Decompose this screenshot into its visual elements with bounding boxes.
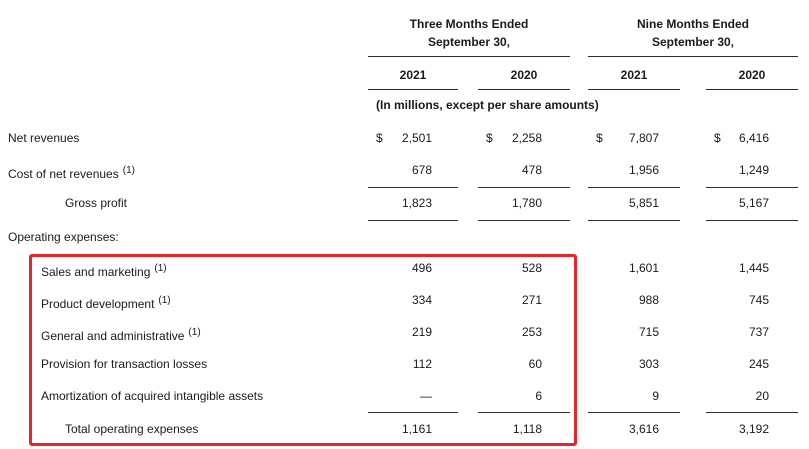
table-cell: 1,780 [511,196,542,210]
table-cell: 1,161 [401,422,432,436]
table-cell: 112 [412,357,432,371]
three-months-header-line2: September 30, [427,35,511,49]
row-label-text: Product development [41,297,155,311]
table-cell: 20 [755,389,769,403]
row-label-amortization: Amortization of acquired intangible assets [41,389,264,403]
table-cell: 1,249 [738,163,769,177]
subtotal-rule [706,187,798,188]
currency-symbol: $ [486,131,493,145]
table-cell: 219 [411,325,432,339]
three-months-header [368,15,570,51]
year-rule-col2 [478,89,570,90]
highlight-box [29,254,577,446]
row-label-total-operating-expenses: Total operating expenses [65,422,199,436]
row-label-provision-for-transaction-losses: Provision for transaction losses [41,357,208,371]
year-header-col3: 2021 [620,68,648,82]
row-label-net-revenues: Net revenues [8,131,80,145]
row-label-cost-of-net-revenues [8,163,135,182]
currency-symbol: $ [714,131,721,145]
table-cell: 6 [535,389,542,403]
subtotal-rule [368,220,458,221]
subtotal-rule [368,187,458,188]
table-cell: 245 [748,357,769,371]
subtotal-rule [706,220,798,221]
header-rule-nine-months [588,56,798,57]
currency-symbol: $ [596,131,603,145]
subtotal-rule [478,220,570,221]
table-cell: 1,445 [738,261,769,275]
year-rule-col1 [368,89,458,90]
subtotal-rule [588,220,680,221]
year-header-col1: 2021 [399,68,427,82]
subtotal-rule [478,187,570,188]
table-cell: 737 [748,325,769,339]
footnote-marker: (1) [122,165,135,176]
row-label-gross-profit: Gross profit [65,196,128,210]
table-cell: 253 [521,325,542,339]
table-cell: 6,416 [738,131,769,145]
table-cell: 496 [411,261,432,275]
table-cell: 5,167 [738,196,769,210]
subtotal-rule [588,412,680,413]
table-cell: 678 [411,163,432,177]
subtotal-rule [588,187,680,188]
table-cell: 715 [638,325,659,339]
year-rule-col4 [706,89,798,90]
table-cell: 3,616 [628,422,659,436]
row-label-text: General and administrative [41,329,185,343]
table-cell: 988 [638,293,659,307]
table-cell: 1,823 [401,196,432,210]
table-cell: 1,118 [512,422,542,436]
table-cell: 7,807 [628,131,659,145]
table-cell: 334 [411,293,432,307]
nine-months-header [588,15,798,51]
footnote-marker: (1) [154,263,167,274]
table-cell: 9 [652,389,659,403]
footnote-marker: (1) [158,295,171,306]
table-cell: 1,956 [628,163,659,177]
currency-symbol: $ [376,131,383,145]
row-label-operating-expenses: Operating expenses: [8,230,119,244]
three-months-header-line1: Three Months Ended [409,17,529,31]
footnote-marker: (1) [188,327,201,338]
units-note: (In millions, except per share amounts) [376,98,599,112]
nine-months-header-line1: Nine Months Ended [637,17,749,31]
table-cell: 60 [528,357,542,371]
nine-months-header-line2: September 30, [651,35,735,49]
table-cell: 303 [638,357,659,371]
subtotal-rule [706,412,798,413]
row-label-text: Sales and marketing [41,265,151,279]
table-cell: 745 [748,293,769,307]
table-cell: 2,258 [511,131,542,145]
year-rule-col3 [588,89,680,90]
table-cell: 2,501 [401,131,432,145]
table-cell: 528 [521,261,542,275]
year-header-col2: 2020 [510,68,538,82]
table-cell: 271 [521,293,542,307]
table-cell: — [420,389,432,403]
table-cell: 1,601 [628,261,659,275]
table-cell: 3,192 [738,422,769,436]
year-header-col4: 2020 [738,68,766,82]
table-cell: 5,851 [628,196,659,210]
table-cell: 478 [521,163,542,177]
row-label-text: Cost of net revenues [8,167,119,181]
header-rule-three-months [368,56,570,57]
